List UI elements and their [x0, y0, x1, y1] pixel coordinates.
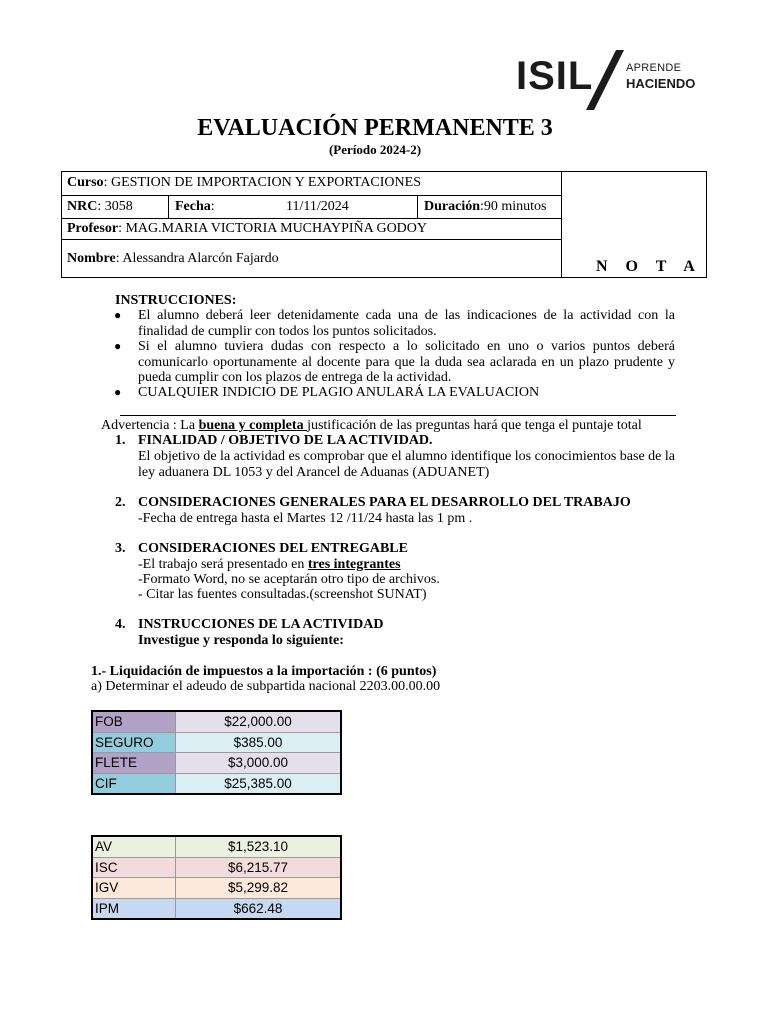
- section-line: -Formato Word, no se aceptarán otro tipo de archivos.: [138, 572, 440, 587]
- section-title: FINALIDAD / OBJETIVO DE LA ACTIVIDAD.: [138, 433, 433, 448]
- table-row: ISC $6,215.77: [92, 857, 341, 878]
- profesor-field: Profesor: MAG.MARIA VICTORIA MUCHAYPIÑA GODOY: [67, 221, 428, 236]
- nombre-field: Nombre: Alessandra Alarcón Fajardo: [67, 251, 279, 266]
- table-row: IGV $5,299.82: [92, 878, 341, 899]
- period: (Período 2024-2): [328, 142, 422, 157]
- nota-label: N O T A: [596, 258, 702, 275]
- section-line: -El trabajo será presentado en tres integrantes: [138, 557, 401, 572]
- instruction-item: Si el alumno tuviera dudas con respecto a lo solicitado en uno o varios puntos deberá comunicarlo oportunamente al docente para que la duda sea aclarada en un plazo prudente y pueda cumplir con los plazos de entrega de la actividad.: [138, 339, 675, 385]
- logo-tagline-2: HACIENDO: [626, 76, 696, 91]
- section-number: 2.: [115, 495, 126, 510]
- section-number: 4.: [115, 617, 126, 632]
- table-row: IPM $662.48: [92, 898, 341, 919]
- fecha-value: 11/11/2024: [286, 199, 349, 214]
- question-sub: a) Determinar el adeudo de subpartida nacional 2203.00.00.00: [91, 679, 441, 694]
- instruction-item: El alumno deberá leer detenidamente cada una de las indicaciones de la actividad con la finalidad de cumplir con todos los puntos solicitados.: [138, 308, 675, 339]
- header-table: [61, 171, 707, 278]
- taxes-table: [91, 835, 342, 920]
- logo-brand: ISIL: [516, 54, 594, 98]
- instructions-heading: INSTRUCCIONES:: [115, 293, 237, 308]
- duracion-field: Duración:90 minutos: [424, 199, 547, 214]
- table-row: CIF $25,385.00: [92, 773, 341, 794]
- section-number: 3.: [115, 541, 126, 556]
- section-title: CONSIDERACIONES GENERALES PARA EL DESARROLLO DEL TRABAJO: [138, 495, 631, 510]
- curso-field: Curso: GESTION DE IMPORTACION Y EXPORTACIONES: [67, 175, 421, 190]
- section-title: INSTRUCCIONES DE LA ACTIVIDAD: [138, 617, 384, 632]
- question-title: 1.- Liquidación de impuestos a la importación : (6 puntos): [91, 664, 437, 679]
- table-row: FOB $22,000.00: [92, 711, 341, 732]
- section-number: 1.: [115, 433, 126, 448]
- logo-tagline-1: APRENDE: [626, 62, 682, 74]
- bullet-icon: ●: [114, 308, 122, 322]
- fecha-field: Fecha:: [175, 199, 215, 214]
- table-row: AV $1,523.10: [92, 836, 341, 857]
- warning-text: Advertencia : La buena y completa justificación de las preguntas hará que tenga el puntaje total: [101, 418, 642, 433]
- section-subtitle: Investigue y responda lo siguiente:: [138, 633, 344, 648]
- section-line: - Citar las fuentes consultadas.(screenshot SUNAT): [138, 587, 427, 602]
- table-row: FLETE $3,000.00: [92, 753, 341, 774]
- instruction-item: CUALQUIER INDICIO DE PLAGIO ANULARÁ LA EVALUACION: [138, 385, 540, 400]
- divider: [120, 415, 676, 416]
- nrc-field: NRC: 3058: [67, 199, 133, 214]
- bullet-icon: ●: [114, 385, 122, 399]
- table-row: SEGURO $385.00: [92, 732, 341, 753]
- isil-logo: [516, 50, 706, 110]
- page-title: EVALUACIÓN PERMANENTE 3: [197, 115, 553, 141]
- logo-slash-icon: [580, 50, 630, 110]
- section-body: -Fecha de entrega hasta el Martes 12 /11/24 hasta las 1 pm .: [138, 511, 473, 526]
- cif-table: [91, 710, 342, 795]
- bullet-icon: ●: [114, 339, 122, 353]
- section-title: CONSIDERACIONES DEL ENTREGABLE: [138, 541, 408, 556]
- section-body: El objetivo de la actividad es comprobar que el alumno identifique los conocimientos base de la ley aduanera DL 1053 y del Arancel de Aduanas (ADUANET): [138, 449, 675, 480]
